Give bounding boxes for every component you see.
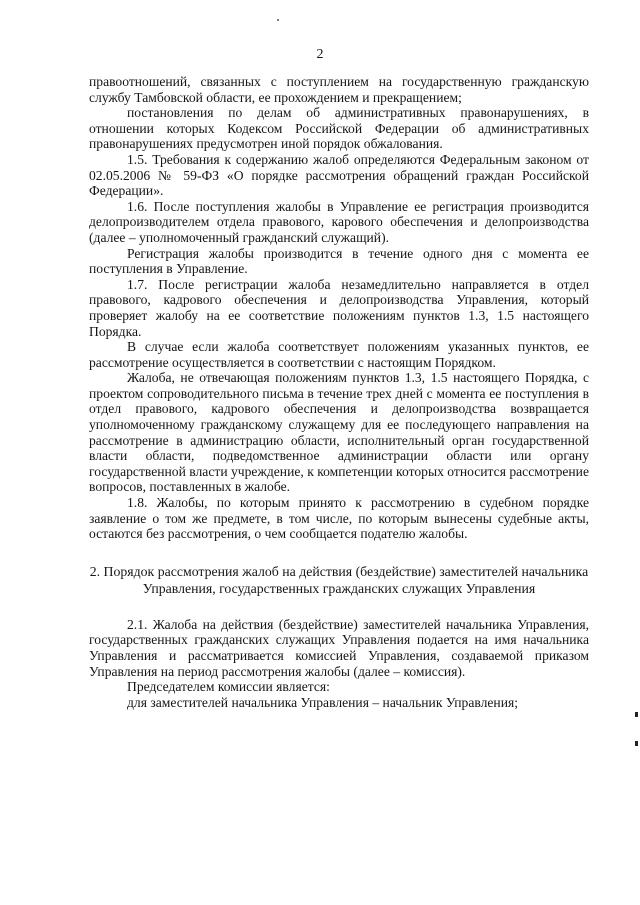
paragraph: Регистрация жалобы производится в течение одного дня с момента ее поступления в Управление. bbox=[89, 245, 589, 277]
paragraph: В случае если жалоба соответствует положениям указанных пунктов, ее рассмотрение осуществляется в соответствии с настоящим Порядком. bbox=[89, 339, 589, 370]
document-body bbox=[89, 74, 589, 710]
paragraph: 1.7. После регистрации жалоба незамедлительно направляется в отдел правового, кадрового обеспечения и делопроизводства Управления, который проверяет жалобу на ее соответствие положениям пунктов 1.3, 1.5 настоящего Порядка. bbox=[89, 276, 589, 339]
scan-mark bbox=[635, 712, 638, 717]
paragraph: 1.5. Требования к содержанию жалоб определяются Федеральным законом от 02.05.2006 № 59-ФЗ «О порядке рассмотрения обращений граждан Российской Федерации». bbox=[89, 151, 589, 199]
page-number: 2 bbox=[316, 47, 324, 62]
paragraph: постановления по делам об административных правонарушениях, в отношении которых Кодексом Российской Федерации об административных правонарушениях предусмотрен иной порядок обжалования. bbox=[89, 105, 589, 152]
scan-mark bbox=[635, 741, 638, 746]
section-heading: 2. Порядок рассмотрения жалоб на действия (бездействие) заместителей начальника Управления, государственных гражданских служащих Управления bbox=[89, 563, 589, 596]
paragraph: Жалоба, не отвечающая положениям пунктов 1.3, 1.5 настоящего Порядка, с проектом сопроводительного письма в течение трех дней с момента ее поступления в отдел правового, кадрового обеспечения и делопроизводства возвращается уполномоченному гражданскому служащему для ее последующего направления на рассмотрение в администрацию области, исполнительный орган государственной власти области, подведомственное администрации области или органу государственной власти учреждение, к компетенции которых относится рассмотрение вопросов, поставленных в жалобе. bbox=[89, 370, 589, 495]
paragraph: 1.6. После поступления жалобы в Управление ее регистрация производится делопроизводителем отдела правового, карового обеспечения и делопроизводства (далее – уполномоченный гражданский служащий). bbox=[89, 198, 589, 245]
paragraph: Председателем комиссии является: bbox=[127, 679, 330, 695]
paragraph: 1.8. Жалобы, по которым принято к рассмотрению в судебном порядке заявление о том же предмете, в том числе, по которым вынесены судебные акты, остаются без рассмотрения, о чем сообщается подателю жалобы. bbox=[89, 495, 589, 542]
paragraph: 2.1. Жалоба на действия (бездействие) заместителей начальника Управления, государственных гражданских служащих Управления подается на имя начальника Управления и рассматривается комиссией Управления, создаваемой приказом Управления на период рассмотрения жалобы (далее – комиссия). bbox=[89, 616, 589, 679]
scan-speck bbox=[277, 19, 279, 21]
paragraph: для заместителей начальника Управления – начальник Управления; bbox=[127, 694, 519, 710]
paragraph: правоотношений, связанных с поступлением на государственную гражданскую службу Тамбовской области, ее прохождением и прекращением; bbox=[89, 74, 589, 105]
